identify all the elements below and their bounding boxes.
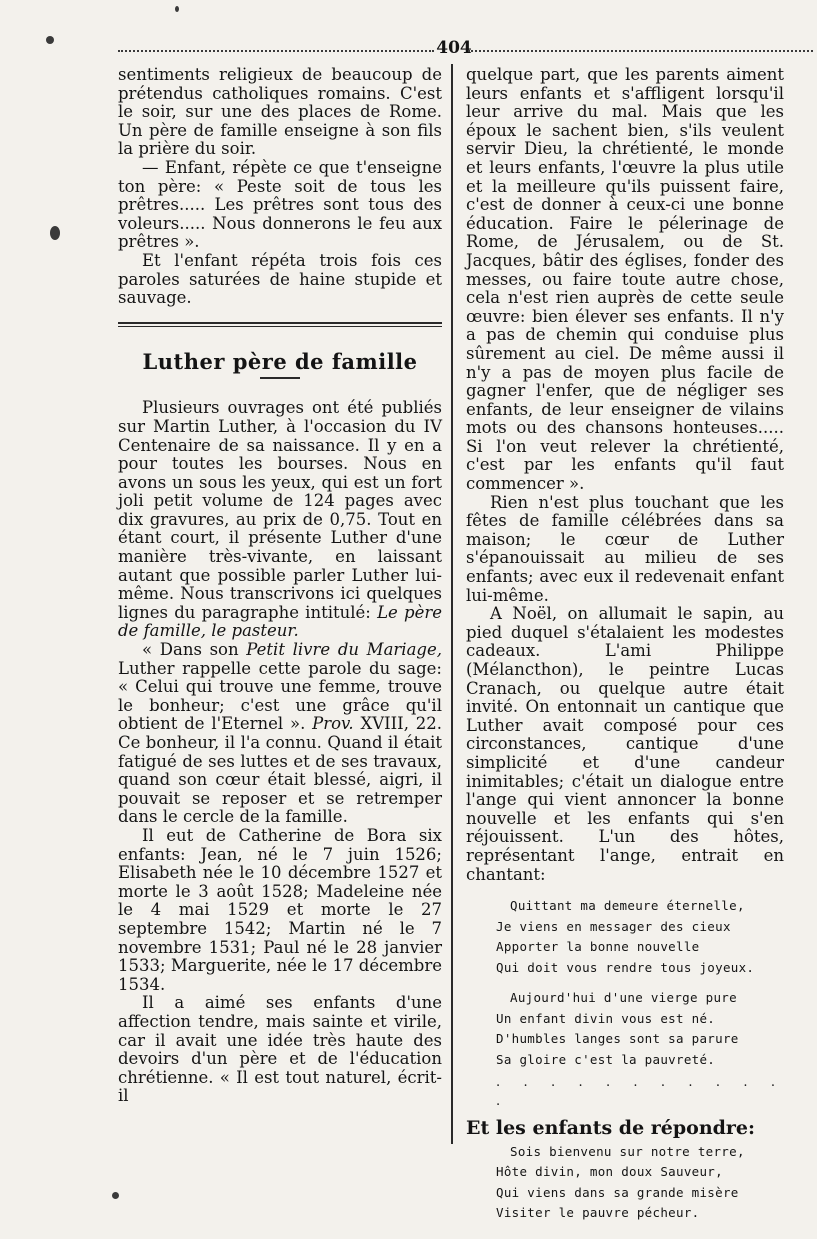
- italic-title: Le père de famille, le pasteur.: [118, 602, 442, 641]
- ink-speck: [175, 6, 179, 12]
- left-column: [118, 66, 442, 1106]
- paragraph-text: Plusieurs ouvrages ont été publiés sur Martin Luther, à l'occasion du IV Centenaire de sa naissance. Il y en a pour toutes les bourses. Nous en avons un sous les yeux, qui est un fort joli petit volume de 124 pages avec dix gravures, au prix de 0,75. Tout en étant court, il présente Luther d'une manière très-vivante, en laissant autant que possible parler Luther lui-même. Nous transcrivons ici quelques lignes du paragraphe intitulé:: [118, 398, 442, 622]
- paragraph-text: XVIII, 22. Ce bonheur, il l'a connu. Quand il était fatigué de ses luttes et de ses travaux, quand son cœur était blessé, aigri, il pouvait se reposer et se retremper dans le cercle de la famille.: [118, 714, 442, 827]
- ellipsis-line: . . . . . . . . . . . .: [496, 1075, 784, 1109]
- paragraph-text: « Dans son: [142, 640, 247, 660]
- page-header: [118, 40, 817, 64]
- paragraph-text: Luther rappelle cette parole du sage: « Celui qui trouve une femme, trouve le bonheur; c'est une grâce qu'il obtient de l'Eternel ».: [118, 658, 442, 734]
- verse-line: Sois bienvenu sur notre terre,: [510, 1143, 745, 1159]
- paragraph: Rien n'est plus touchant que les fêtes de famille célébrées dans sa maison; le cœur de Luther s'épanouissait au milieu de ses enfants; avec eux il redevenait enfant lui-même.: [466, 492, 784, 605]
- paragraph: Il a aimé ses enfants d'une affection tendre, mais sainte et virile, car il avait une idée très haute des devoirs d'un père et de l'éducation chrétienne. « Il est tout naturel, écrit-il: [118, 993, 442, 1106]
- paragraph: Et l'enfant répéta trois fois ces paroles saturées de haine stupide et sauvage.: [118, 250, 442, 308]
- paragraph: [118, 641, 442, 827]
- verse-line: Qui viens dans sa grande misère: [496, 1184, 739, 1200]
- section-title: Luther père de famille: [142, 348, 418, 374]
- reference: Prov.: [312, 714, 354, 734]
- paragraph: A Noël, on allumait le sapin, au pied duquel s'étalaient les modestes cadeaux. L'ami Philippe (Mélancthon), le peintre Lucas Cranach, ou quelque autre était invité. On entonnait un cantique que Luther avait composé pour ces circonstances, cantique d'une simplicité et d'une candeur inimitables; c'était un dialogue entre l'ange qui vient annoncer la bonne nouvelle et les enfants qui s'en réjouissent. L'un des hôtes, représentant l'ange, entrait en chantant:: [466, 604, 784, 884]
- verse-line: Je viens en messager des cieux: [496, 918, 731, 934]
- right-column: [466, 66, 784, 1224]
- header-rule-right: [468, 50, 813, 56]
- ink-speck: [112, 1192, 119, 1199]
- verse-line: Apporter la bonne nouvelle: [496, 939, 700, 955]
- subheading: Et les enfants de répondre:: [466, 1117, 756, 1140]
- paragraph: quelque part, que les parents aiment leurs enfants et s'affligent lorsqu'il leur arrive du mal. Mais que les époux le sachent bien, s'ils veulent servir Dieu, la chrétienté, le monde et leurs enfants, l'œuvre la plus utile et la meilleure qu'ils puissent faire, c'est de donner à ceux-ci une bonne éducation. Faire le pélerinage de Rome, de Jérusalem, ou de St. Jacques, bâtir des églises, fonder des messes, ou faire toute autre chose, cela n'est rien auprès de cette seule œuvre: bien élever ses enfants. Il n'y a pas de chemin qui conduise plus sûrement au ciel. De même aussi il n'y a pas de moyen plus facile de gagner l'enfer, que de négliger ses enfants, de leur enseigner de vilains mots ou des chansons honteuses..... Si l'on veut relever la chrétienté, c'est par les enfants qu'il faut commencer ».: [466, 65, 784, 494]
- page-number: 404: [436, 38, 472, 58]
- verse-line: Sa gloire c'est la pauvreté.: [496, 1051, 716, 1067]
- paragraph: sentiments religieux de beaucoup de prétendus catholiques romains. C'est le soir, sur une des places de Rome. Un père de famille enseigne à son fils la prière du soir.: [118, 65, 442, 159]
- ink-speck: [46, 36, 54, 44]
- verse-stanza-1: [496, 896, 784, 1070]
- verse-line: Qui doit vous rendre tous joyeux.: [496, 959, 755, 975]
- italic-title: Petit livre du Mariage,: [246, 640, 442, 660]
- column-divider: [451, 64, 453, 1144]
- ink-speck: [50, 226, 60, 240]
- verse-line: D'humbles langes sont sa parure: [496, 1031, 739, 1047]
- paragraph: [118, 399, 442, 641]
- section-divider: [118, 322, 442, 327]
- verse-stanza-3: [496, 1142, 784, 1224]
- verse-line: Un enfant divin vous est né.: [496, 1010, 716, 1026]
- verse-line: Quittant ma demeure éternelle,: [510, 898, 745, 914]
- verse-line: Aujourd'hui d'une vierge pure: [510, 990, 737, 1006]
- paragraph: Il eut de Catherine de Bora six enfants: Jean, né le 7 juin 1526; Elisabeth née le 10 décembre 1527 et morte le 3 août 1528; Madeleine née le 4 mai 1529 et morte le 27 septembre 1542; Martin né le 7 novembre 1531; Paul né le 28 janvier 1533; Marguerite, née le 17 décembre 1534.: [118, 825, 442, 994]
- title-rule: [260, 377, 300, 379]
- header-rule-left: [118, 50, 434, 56]
- verse-line: Visiter le pauvre pécheur.: [496, 1205, 700, 1221]
- paragraph: — Enfant, répète ce que t'enseigne ton père: « Peste soit de tous les prêtres..... Les prêtres sont tous des voleurs..... Nous donnerons le feu aux prêtres ».: [118, 157, 442, 252]
- verse-line: Hôte divin, mon doux Sauveur,: [496, 1164, 723, 1180]
